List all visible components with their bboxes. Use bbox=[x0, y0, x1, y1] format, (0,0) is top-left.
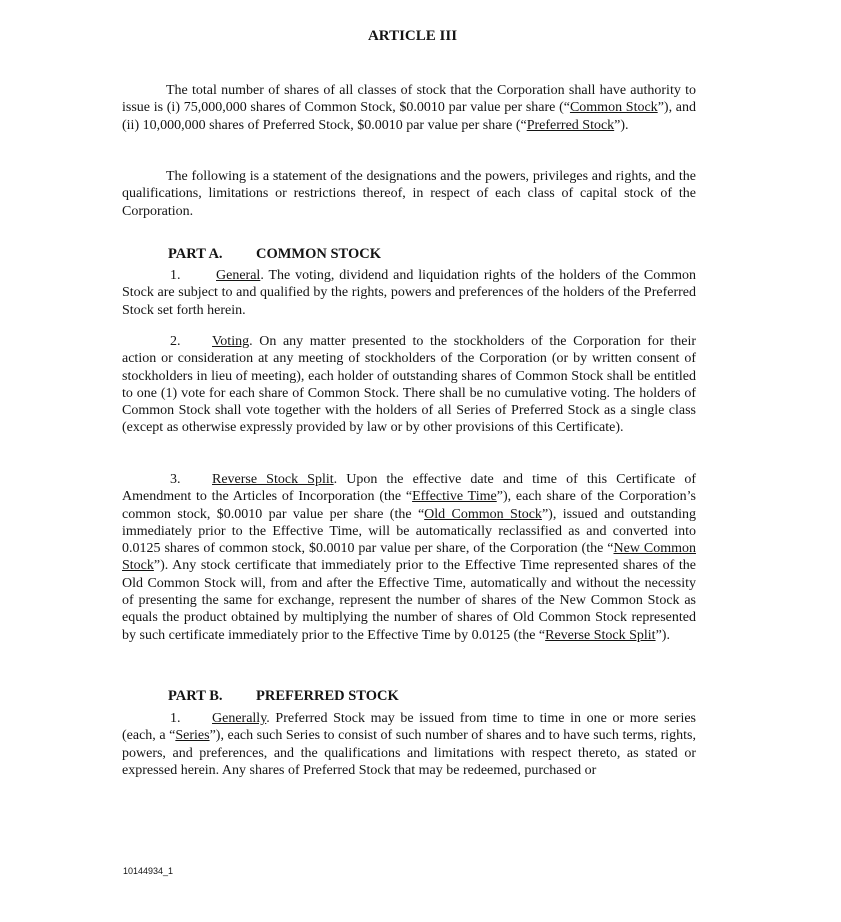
intro-paragraph-shares: The total number of shares of all classes of stock that the Corporation shall have authority to issue is (i) 75,000,000 shares of Common Stock, $0.0010 par value per share (“Common Stock”), and (ii) 10,000,000 shares of Preferred Stock, $0.0010 par value per share (“Preferred Stock”). bbox=[122, 83, 696, 133]
part-b-heading: PART B. PREFERRED STOCK bbox=[168, 688, 399, 704]
part-a-section-2: 2. Voting. On any matter presented to the stockholders of the Corporation for their action or consideration at any meeting of stockholders of the Corporation (or by written consent of stockholders in lieu of meeting), each holder of outstanding shares of Common Stock shall be entitled to one (1) vote for each share of Common Stock. There shall be no cumulative voting. The holders of Common Stock shall vote together with the holders of all Series of Preferred Stock as a single class (except as otherwise expressly provided by law or by other provisions of this Certificate). bbox=[122, 334, 696, 436]
defined-term-series: Series bbox=[175, 728, 210, 744]
defined-term-old-common-stock: Old Common Stock bbox=[424, 506, 542, 522]
defined-term-new-common-stock: New Common Stock bbox=[122, 541, 697, 574]
section-title-reverse-stock-split: Reverse Stock Split bbox=[212, 472, 334, 487]
article-title: ARTICLE III bbox=[367, 28, 458, 44]
part-b-section-1: 1. Generally. Preferred Stock may be issued from time to time in one or more series (each, a “Series”), each such Series to consist of such number of shares and to have such terms, rights, powers, and preferences, and the qualifications and limitations with respect thereto, as stated or expressed herein. Any shares of Preferred Stock that may be redeemed, purchased or bbox=[122, 711, 696, 778]
section-title-general: General bbox=[216, 268, 261, 283]
part-a-heading: PART A. COMMON STOCK bbox=[168, 246, 381, 262]
part-a-section-3: 3. Reverse Stock Split. Upon the effective date and time of this Certificate of Amendment to the Articles of Incorporation (the “Effective Time”), each share of the Corporation’s common stock, $0.0010 par value per share (the “Old Common Stock”), issued and outstanding immediately prior to the Effective Time, will be automatically reclassified as and converted into 0.0125 shares of common stock, $0.0010 par value per share, of the Corporation (the “New Common Stock”). Any stock certificate that immediately prior to the Effective Time represented shares of the Old Common Stock will, from and after the Effective Time, automatically and without the necessity of presenting the same for exchange, represent the number of shares of the New Common Stock as equals the product obtained by multiplying the number of shares of Old Common Stock represented by such certificate immediately prior to the Effective Time by 0.0125 (the “Reverse Stock Split”). bbox=[122, 472, 697, 643]
intro-paragraph-statement: The following is a statement of the designations and the powers, privileges and rights, and the qualifications, limitations or restrictions thereof, in respect of each class of capital stock of the Corporation. bbox=[122, 169, 696, 219]
part-a-section-1: 1. General. The voting, dividend and liquidation rights of the holders of the Common Stock are subject to and qualified by the rights, powers and preferences of the holders of the Preferred Stock set forth herein. bbox=[122, 268, 696, 318]
defined-term-effective-time: Effective Time bbox=[412, 489, 497, 505]
section-title-generally: Generally bbox=[212, 711, 267, 726]
defined-term-reverse-stock-split: Reverse Stock Split bbox=[545, 627, 656, 643]
defined-term-common-stock: Common Stock bbox=[569, 100, 658, 116]
defined-term-preferred-stock: Preferred Stock bbox=[526, 117, 615, 133]
section-title-voting: Voting bbox=[212, 334, 250, 349]
document-footer-id: 10144934_1 bbox=[123, 866, 174, 876]
